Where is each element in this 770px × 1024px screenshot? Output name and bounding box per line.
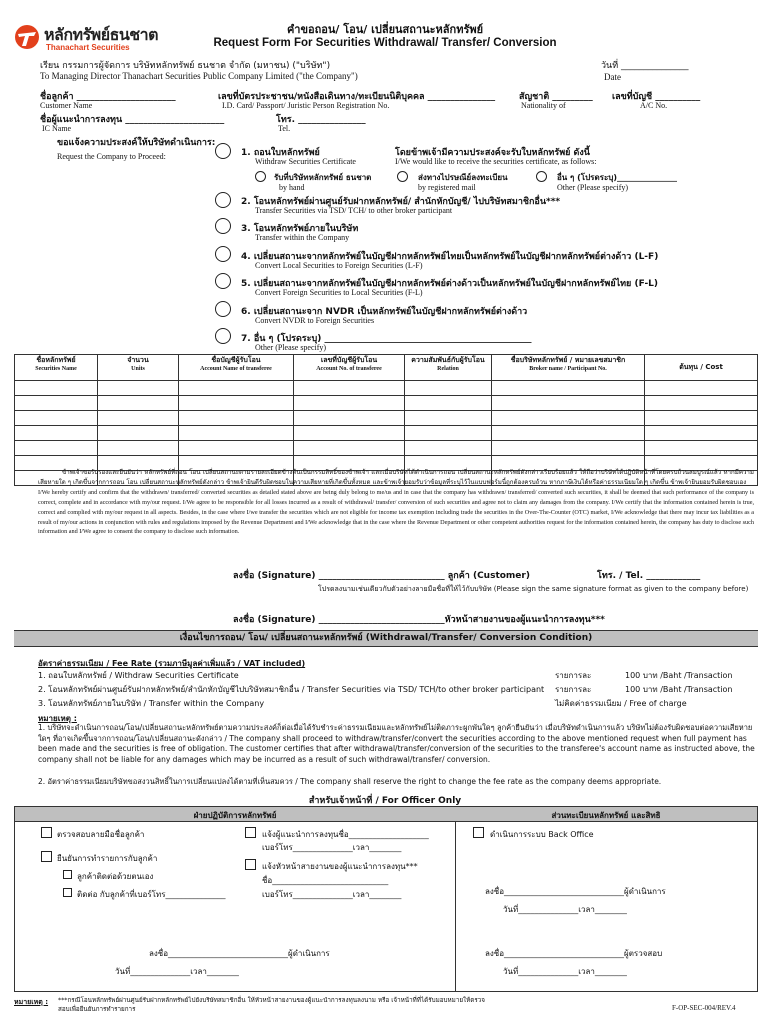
form-title-english: Request Form For Securities Withdrawal/ Transfer/ Conversion bbox=[213, 37, 557, 49]
officer-table bbox=[14, 806, 758, 992]
date-field[interactable]: วันที่ _______________ bbox=[601, 61, 689, 71]
option-6-thai: 6. เปลี่ยนสถานะจาก NVDR เป็นหลักทรัพย์ในบัญชีฝากหลักทรัพย์ต่างด้าว bbox=[241, 307, 528, 317]
cert-by-mail-thai: ส่งทางไปรษณีย์ลงทะเบียน bbox=[418, 173, 508, 182]
terms-english: I/We hereby certify and confirm that the withdrawn/ transferred/ converted securities as detailed stated above are being duly belong to me/us and in case that the company has withdrawn/ transferred/ converted such securities, it shall be deemed that such performance of the company is correct, complete and in accordance with my/our request. I/We agree to be responsible for all losses incurred as a result of withdrawal/ transfer/ conversion of such securities and agree not to claim any damages from the company. I/We certify that the information contained herein is true, correct and complied with my/our request in all aspects. Besides, in the case where I/we transfer the securities which are not eligible for income tax exemption including trade the securities in the Over-The-Counter (OTC) market, I/We acknowledge that there may incur tax liabilities as a result of my/our actions in conjunction with rules and regulations imposed by the Revenue Department and I/We acknowledge that in the case where the Revenue Department or other competent authorities request for the information contained herein, the company has duty to disclose such information and I/We agree to consent the company to disclose such information. bbox=[38, 488, 754, 536]
fee-row-1-amount: 100 บาท /Baht /Transaction bbox=[625, 671, 733, 680]
customer-name-field[interactable]: ชื่อลูกค้า ______________________ bbox=[40, 92, 176, 102]
option-1-english: Withdraw Securities Certificate bbox=[255, 157, 356, 166]
notify-supervisor-name[interactable]: ชื่อ_____________________________ bbox=[262, 876, 389, 885]
registrar-checker-datetime[interactable]: วันที่_______________เวลา________ bbox=[503, 967, 627, 976]
terms-block bbox=[38, 468, 754, 537]
cert-by-hand-thai: รับที่บริษัทหลักทรัพย์ ธนชาต bbox=[274, 173, 372, 182]
fee-title: อัตราค่าธรรมเนียม / Fee Rate (รวมภาษีมูลค่าเพิ่มแล้ว / VAT included) bbox=[38, 659, 306, 668]
tel-label: Tel. bbox=[278, 124, 291, 133]
cert-by-hand-english: by hand bbox=[279, 183, 305, 192]
header-broker: ชื่อบริษัทหลักทรัพย์ / หมายเลขสมาชิก Broker name / Participant No. bbox=[492, 355, 645, 381]
table-row[interactable] bbox=[15, 411, 758, 426]
option-5-english: Convert Foreign Securities to Local Securities (F-L) bbox=[255, 288, 423, 297]
id-card-field[interactable]: เลขที่บัตรประชาชน/หนังสือเดินทาง/ทะเบียนนิติบุคคล _______________ bbox=[218, 92, 496, 102]
terms-thai: ข้าพเจ้าขอรับรองและยืนยันว่า หลักทรัพย์ที่ถอน โอน เปลี่ยนสถานะตามรายละเอียดข้างต้นเป็นกรรมสิทธิ์ของข้าพเจ้า และเมื่อบริษัทได้ดำเนินการถอน เปลี่ยนสถานะหลักทรัพย์ดังกล่าวเรียบร้อยแล้ว ให้ถือว่าบริษัทได้ปฏิบัติหน้าที่โดยครบถ้วนสมบูรณ์แล้ว หากมีความเสียหายใด ๆ เกิดขึ้นจากการถอน โอน เปลี่ยนสถานะหลักทรัพย์ดังกล่าว ข้าพเจ้ายินดีรับผิดชอบในความเสียหายที่เกิดขึ้นทั้งหมด และข้าพเจ้ายอมรับว่าข้อมูลที่ระบุไว้ในแบบฟอร์มนี้ถูกต้องครบถ้วน หากภาษีเงินได้หรือค่าธรรมเนียมใด ๆ เกิดขึ้น ข้าพเจ้ายินยอมรับผิดชอบเอง bbox=[38, 469, 754, 486]
footer-note-label: หมายเหตุ : bbox=[14, 998, 49, 1006]
header-account-no: เลขที่บัญชีผู้รับโอน Account No. of transferee bbox=[294, 355, 405, 381]
logo-english-text: Thanachart Securities bbox=[46, 43, 130, 52]
header-relation: ความสัมพันธ์กับผู้รับโอน Relation bbox=[405, 355, 492, 381]
cert-by-mail-radio[interactable] bbox=[397, 171, 408, 182]
certificate-intro-english: I/We would like to receive the securities certificate, as follows: bbox=[395, 157, 597, 166]
contact-customer-checkbox[interactable] bbox=[63, 888, 72, 897]
header-cost: ต้นทุน / Cost bbox=[645, 355, 758, 381]
table-row[interactable] bbox=[15, 426, 758, 441]
option-2-radio[interactable] bbox=[215, 192, 231, 208]
remark-title: หมายเหตุ : bbox=[38, 714, 77, 723]
header-securities-name: ชื่อหลักทรัพย์ Securities Name bbox=[15, 355, 98, 381]
officer-section-header: สำหรับเจ้าหน้าที่ / For Officer Only bbox=[308, 796, 462, 806]
footer-note: ***กรณีโอนหลักทรัพย์ผ่านศูนย์รับฝากหลักทรัพย์ไปยังบริษัทสมาชิกอื่น ให้หัวหน้าสายงานของผู้แนะนำการลงทุนลงนาม หรือ เจ้าหน้าที่ที่ได้รับมอบหมายให้ตรวจสอบเพื่อยืนยันการทำรายการ bbox=[58, 997, 485, 1013]
officer-table-divider bbox=[455, 807, 456, 991]
option-5-radio[interactable] bbox=[215, 273, 231, 289]
option-7-radio[interactable] bbox=[215, 328, 231, 344]
notify-supervisor-phone[interactable]: เบอร์โทร_______________เวลา________ bbox=[262, 890, 402, 899]
option-3-english: Transfer within the Company bbox=[255, 233, 350, 242]
option-7-english: Other (Please specify) bbox=[255, 343, 327, 352]
option-2-thai: 2. โอนหลักทรัพย์ผ่านศูนย์รับฝากหลักทรัพย์/ สำนักหักบัญชี/ ไปบริษัทสมาชิกอื่น*** bbox=[241, 197, 561, 207]
cert-by-hand-radio[interactable] bbox=[255, 171, 266, 182]
registrar-operator-signature[interactable]: ลงชื่อ______________________________ผู้ดำเนินการ bbox=[485, 887, 666, 896]
fee-row-3-amount: ไม่คิดค่าธรรมเนียม / Free of charge bbox=[555, 699, 687, 708]
form-title-thai: คำขอถอน/ โอน/ เปลี่ยนสถานะหลักทรัพย์ bbox=[286, 23, 484, 36]
nationality-label: Nationality of bbox=[521, 101, 566, 110]
table-row[interactable] bbox=[15, 381, 758, 396]
contact-customer-label[interactable]: ติดต่อ กับลูกค้าที่เบอร์โทร_______________ bbox=[77, 890, 226, 899]
date-label: Date bbox=[604, 72, 621, 82]
remark-item-2: 2. อัตราค่าธรรมเนียมบริษัทขอสงวนสิทธิ์ในการเปลี่ยนแปลงได้ตามที่เห็นสมควร / The company shall reserve the right to change the fee rate as the company deems appropriate. bbox=[38, 777, 662, 786]
verify-signature-label: ตรวจสอบลายมือชื่อลูกค้า bbox=[57, 830, 145, 839]
id-card-label: I.D. Card/ Passport/ Juristic Person Registration No. bbox=[222, 101, 390, 110]
customer-tel-line[interactable]: โทร. / Tel. ____________ bbox=[597, 571, 701, 581]
form-code: F-OP-SEC-004/REV.4 bbox=[672, 1004, 736, 1012]
operations-operator-datetime[interactable]: วันที่_______________เวลา________ bbox=[115, 967, 239, 976]
signature-note: โปรดลงนามเช่นเดียวกับตัวอย่างลายมือชื่อที่ให้ไว้กับบริษัท (Please sign the same signature format as given to the company before) bbox=[318, 585, 749, 593]
nationality-field[interactable]: สัญชาติ _________ bbox=[519, 92, 593, 102]
table-row[interactable] bbox=[15, 441, 758, 456]
fee-row-1-unit: รายการละ bbox=[555, 671, 592, 680]
logo-thai-text: หลักทรัพย์ธนชาต bbox=[44, 25, 159, 44]
option-3-thai: 3. โอนหลักทรัพย์ภายในบริษัท bbox=[241, 224, 359, 234]
option-6-radio[interactable] bbox=[215, 301, 231, 317]
customer-name-label: Customer Name bbox=[40, 101, 93, 110]
confirm-customer-label: ยืนยันการทำรายการกับลูกค้า bbox=[57, 854, 158, 863]
customer-in-person-checkbox[interactable] bbox=[63, 870, 72, 879]
remark-item-1: 1. บริษัทจะดำเนินการถอน/โอน/เปลี่ยนสถานะหลักทรัพย์ตามความประสงค์ก็ต่อเมื่อได้รับชำระค่าธรรมเนียมและหลักทรัพย์ไม่ติดภาระผูกพันใดๆ ลูกค้ายืนยันว่า เมื่อบริษัทดำเนินการแล้ว บริษัทไม่ต้องรับผิดชอบต่อความเสียหายใดๆ ที่อาจเกิดขึ้นจากการถอน/โอน/เปลี่ยนสถานะดังกล่าว / The company shall proceed to withdraw/transfer/convert the securities according to the above mentioned request when full payment has been made and the securities is free of obligation. The customer certifies that after withdrawal/transfer/conversion of the securities to the transferee's account name as instructed above, the company shall not be liable for any damages which may be incurred as a result of such withdrawal/transfer/ conversion. bbox=[38, 723, 755, 764]
registrar-dept-title: ส่วนทะเบียนหลักทรัพย์ และสิทธิ bbox=[551, 811, 661, 820]
verify-signature-checkbox[interactable] bbox=[41, 827, 52, 838]
option-6-english: Convert NVDR to Foreign Securities bbox=[255, 316, 375, 325]
option-4-thai: 4. เปลี่ยนสถานะจากหลักทรัพย์ในบัญชีฝากหลักทรัพย์ไทยเป็นหลักทรัพย์ในบัญชีฝากหลักทรัพย์ต่างด้าว (L-F) bbox=[241, 252, 659, 262]
header-account-name: ชื่อบัญชีผู้รับโอน Account Name of transferee bbox=[179, 355, 294, 381]
notify-ic-name[interactable]: แจ้งผู้แนะนำการลงทุนชื่อ____________________ bbox=[262, 830, 429, 839]
notify-ic-checkbox[interactable] bbox=[245, 827, 256, 838]
tel-field[interactable]: โทร. _______________ bbox=[276, 115, 366, 125]
condition-section-header: เงื่อนไขการถอน/ โอน/ เปลี่ยนสถานะหลักทรัพย์ (Withdrawal/Transfer/ Conversion Condition) bbox=[14, 630, 758, 647]
purpose-thai: ขอแจ้งความประสงค์ให้บริษัทดำเนินการ: bbox=[57, 138, 216, 148]
registrar-operator-datetime[interactable]: วันที่_______________เวลา________ bbox=[503, 905, 627, 914]
ic-name-field[interactable]: ชื่อผู้แนะนำการลงทุน ______________________ bbox=[40, 115, 225, 125]
notify-supervisor-label: แจ้งหัวหน้าสายงานของผู้แนะนำการลงทุน*** bbox=[262, 862, 418, 871]
fee-row-1-label: 1. ถอนใบหลักทรัพย์ / Withdraw Securities Certificate bbox=[38, 671, 239, 680]
option-4-english: Convert Local Securities to Foreign Securities (L-F) bbox=[255, 261, 423, 270]
customer-in-person-label: ลูกค้าติดต่อด้วยตนเอง bbox=[77, 872, 154, 881]
securities-table bbox=[14, 354, 758, 486]
supervisor-signature-line[interactable]: ลงชื่อ (Signature) ____________________________หัวหน้าสายงานของผู้แนะนำการลงทุน*** bbox=[233, 615, 605, 625]
registrar-checker-signature[interactable]: ลงชื่อ______________________________ผู้ตรวจสอบ bbox=[485, 949, 663, 958]
account-no-label: A/C No. bbox=[640, 101, 668, 110]
option-7-thai[interactable]: 7. อื่น ๆ (โปรดระบุ) ______________________________________________ bbox=[241, 334, 532, 344]
option-1-radio[interactable] bbox=[215, 143, 231, 159]
account-no-field[interactable]: เลขที่บัญชี __________ bbox=[612, 92, 701, 102]
addressee-thai: เรียน กรรมการผู้จัดการ บริษัทหลักทรัพย์ ธนชาต จำกัด (มหาชน) ("บริษัท") bbox=[40, 61, 331, 71]
notify-supervisor-checkbox[interactable] bbox=[245, 859, 256, 870]
cert-other-english: Other (Please specify) bbox=[557, 183, 629, 192]
customer-signature-line[interactable]: ลงชื่อ (Signature) ____________________________ ลูกค้า (Customer) bbox=[233, 571, 530, 581]
fee-row-3-label: 3. โอนหลักทรัพย์ภายในบริษัท / Transfer within the Company bbox=[38, 699, 265, 708]
option-5-thai: 5. เปลี่ยนสถานะจากหลักทรัพย์ในบัญชีฝากหลักทรัพย์ต่างด้าวเป็นหลักทรัพย์ในบัญชีฝากหลักทรัพย์ไทย (F-L) bbox=[241, 279, 659, 289]
cert-other-radio[interactable] bbox=[536, 171, 547, 182]
option-2-english: Transfer Securities via TSD/ TCH/ to other broker participant bbox=[255, 206, 453, 215]
header-units: จำนวน Units bbox=[98, 355, 179, 381]
back-office-label: ดำเนินการระบบ Back Office bbox=[490, 830, 594, 839]
confirm-customer-checkbox[interactable] bbox=[41, 851, 52, 862]
table-row[interactable] bbox=[15, 396, 758, 411]
cert-other-thai[interactable]: อื่น ๆ (โปรดระบุ)_______________ bbox=[557, 173, 677, 182]
certificate-intro-thai: โดยข้าพเจ้ามีความประสงค์จะรับใบหลักทรัพย์ ดังนี้ bbox=[395, 148, 590, 158]
back-office-checkbox[interactable] bbox=[473, 827, 484, 838]
operations-operator-signature[interactable]: ลงชื่อ______________________________ผู้ดำเนินการ bbox=[149, 949, 330, 958]
option-3-radio[interactable] bbox=[215, 218, 231, 234]
cert-by-mail-english: by registered mail bbox=[418, 183, 476, 192]
operations-dept-title: ฝ่ายปฏิบัติการหลักทรัพย์ bbox=[193, 811, 277, 820]
purpose-english: Request the Company to Proceed: bbox=[57, 152, 166, 161]
option-1-thai: 1. ถอนใบหลักทรัพย์ bbox=[241, 148, 320, 158]
option-4-radio[interactable] bbox=[215, 246, 231, 262]
ic-name-label: IC Name bbox=[42, 124, 72, 133]
fee-row-2-label: 2. โอนหลักทรัพย์ผ่านศูนย์รับฝากหลักทรัพย์/สำนักหักบัญชีไปบริษัทสมาชิกอื่น / Transfer Securities via TSD/ TCH/to other broker participant bbox=[38, 685, 545, 694]
table-header-row bbox=[15, 355, 758, 381]
fee-row-2-amount: 100 บาท /Baht /Transaction bbox=[625, 685, 733, 694]
notify-ic-phone[interactable]: เบอร์โทร_______________เวลา________ bbox=[262, 843, 402, 852]
addressee-english: To Managing Director Thanachart Securities Public Company Limited ("the Company") bbox=[40, 71, 358, 81]
fee-row-2-unit: รายการละ bbox=[555, 685, 592, 694]
